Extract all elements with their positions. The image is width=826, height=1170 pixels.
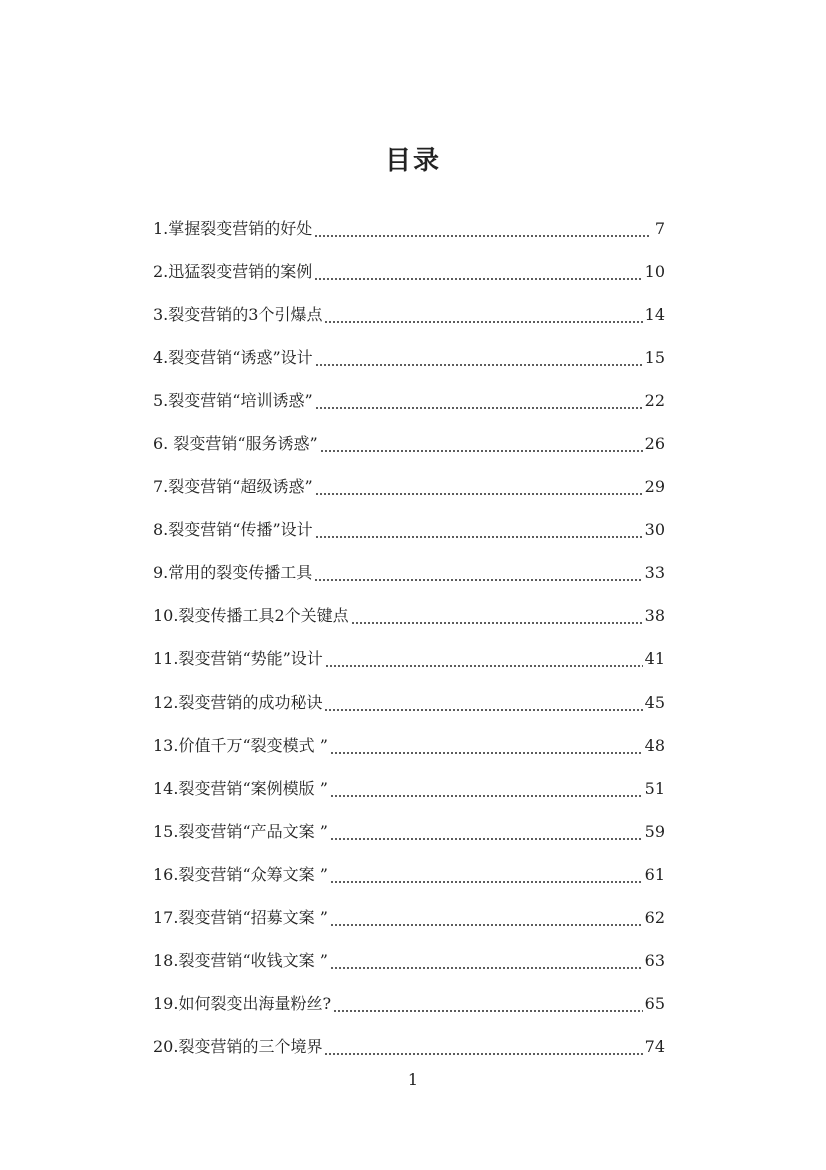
- toc-entry[interactable]: [153, 724, 665, 767]
- toc-entry-title: 17.裂变营销“招募文案 ”: [153, 908, 328, 928]
- toc-entry-page: 22: [644, 390, 665, 410]
- toc-entry[interactable]: [153, 293, 665, 336]
- toc-entry[interactable]: [153, 422, 665, 465]
- toc-entry[interactable]: [153, 552, 665, 595]
- toc-entry[interactable]: [153, 681, 665, 724]
- toc-dot-leader: [314, 262, 642, 282]
- toc-entry-page: 10: [644, 261, 665, 281]
- toc-entry-title: 15.裂变营销“产品文案 ”: [153, 821, 328, 841]
- toc-entry[interactable]: [153, 207, 665, 250]
- toc-entry[interactable]: [153, 810, 665, 853]
- toc-entry-title: 3.裂变营销的3个引爆点: [153, 304, 323, 324]
- toc-entry-title: 12.裂变营销的成功秘诀: [153, 692, 323, 712]
- toc-entry[interactable]: [153, 250, 665, 293]
- toc-entry-page: 38: [644, 606, 665, 626]
- toc-entry[interactable]: [153, 940, 665, 983]
- toc-entry-title: 10.裂变传播工具2个关键点: [153, 606, 349, 626]
- toc-entry-page: 14: [644, 304, 665, 324]
- toc-entry-page: 26: [644, 434, 665, 454]
- toc-entry-title: 16.裂变营销“众筹文案 ”: [153, 864, 328, 884]
- toc-entry[interactable]: [153, 509, 665, 552]
- page-number: 1: [407, 1070, 419, 1089]
- toc-entry-page: 45: [644, 692, 665, 712]
- toc-dot-leader: [314, 563, 642, 583]
- toc-entry-title: 6. 裂变营销“服务诱惑”: [153, 434, 318, 454]
- toc-dot-leader: [315, 477, 643, 497]
- toc-entry-title: 9.常用的裂变传播工具: [153, 563, 313, 583]
- toc-dot-leader: [330, 822, 643, 842]
- toc-dot-leader: [330, 779, 643, 799]
- toc-entry[interactable]: [153, 638, 665, 681]
- toc-entry-title: 19.如何裂变出海量粉丝?: [153, 994, 332, 1014]
- toc-entry-page: 51: [644, 778, 665, 798]
- toc-entry-title: 7.裂变营销“超级诱惑”: [153, 477, 313, 497]
- toc-entry[interactable]: [153, 983, 665, 1026]
- toc-entry-page: 74: [644, 1037, 665, 1057]
- toc-entry-title: 2.迅猛裂变营销的案例: [153, 261, 313, 281]
- toc-entry-title: 5.裂变营销“培训诱惑”: [153, 390, 313, 410]
- toc-dot-leader: [314, 219, 651, 239]
- toc-entry-page: 29: [644, 477, 665, 497]
- toc-entry[interactable]: [153, 595, 665, 638]
- toc-entry-page: 59: [644, 821, 665, 841]
- toc-entry[interactable]: [153, 897, 665, 940]
- toc-entry[interactable]: [153, 767, 665, 810]
- toc-entry-title: 20.裂变营销的三个境界: [153, 1037, 323, 1057]
- toc-dot-leader: [324, 1037, 642, 1057]
- toc-entry-page: 48: [644, 735, 665, 755]
- toc-entry-page: 30: [644, 520, 665, 540]
- toc-entry[interactable]: [153, 1026, 665, 1069]
- toc-entry-title: 11.裂变营销“势能”设计: [153, 649, 323, 669]
- toc-entry[interactable]: [153, 336, 665, 379]
- toc-dot-leader: [315, 348, 643, 368]
- toc-entry-title: 1.掌握裂变营销的好处: [153, 218, 313, 238]
- toc-dot-leader: [315, 391, 643, 411]
- toc-dot-leader: [330, 736, 643, 756]
- toc-dot-leader: [324, 305, 642, 325]
- page-title: 目录: [384, 146, 441, 176]
- toc-entry-page: 41: [644, 649, 665, 669]
- toc-dot-leader: [351, 606, 643, 626]
- toc-dot-leader: [330, 865, 643, 885]
- toc-entry-title: 13.价值千万“裂变模式 ”: [153, 735, 328, 755]
- toc-entry-title: 14.裂变营销“案例模版 ”: [153, 778, 328, 798]
- toc-entry-title: 18.裂变营销“收钱文案 ”: [153, 951, 328, 971]
- toc-entry[interactable]: [153, 853, 665, 896]
- table-of-contents: [153, 207, 665, 1069]
- toc-entry-page: 15: [644, 347, 665, 367]
- toc-entry-page: 63: [644, 951, 665, 971]
- toc-dot-leader: [315, 520, 643, 540]
- toc-dot-leader: [330, 951, 643, 971]
- toc-entry-page: 7: [654, 218, 665, 238]
- toc-entry[interactable]: [153, 466, 665, 509]
- toc-entry[interactable]: [153, 379, 665, 422]
- toc-entry-title: 8.裂变营销“传播”设计: [153, 520, 313, 540]
- toc-entry-page: 61: [644, 864, 665, 884]
- toc-dot-leader: [320, 434, 643, 454]
- toc-entry-page: 62: [644, 908, 665, 928]
- toc-dot-leader: [325, 649, 643, 669]
- toc-entry-title: 4.裂变营销“诱惑”设计: [153, 347, 313, 367]
- toc-dot-leader: [324, 693, 642, 713]
- toc-dot-leader: [330, 908, 643, 928]
- toc-entry-page: 65: [644, 994, 665, 1014]
- toc-entry-page: 33: [644, 563, 665, 583]
- toc-dot-leader: [333, 994, 643, 1014]
